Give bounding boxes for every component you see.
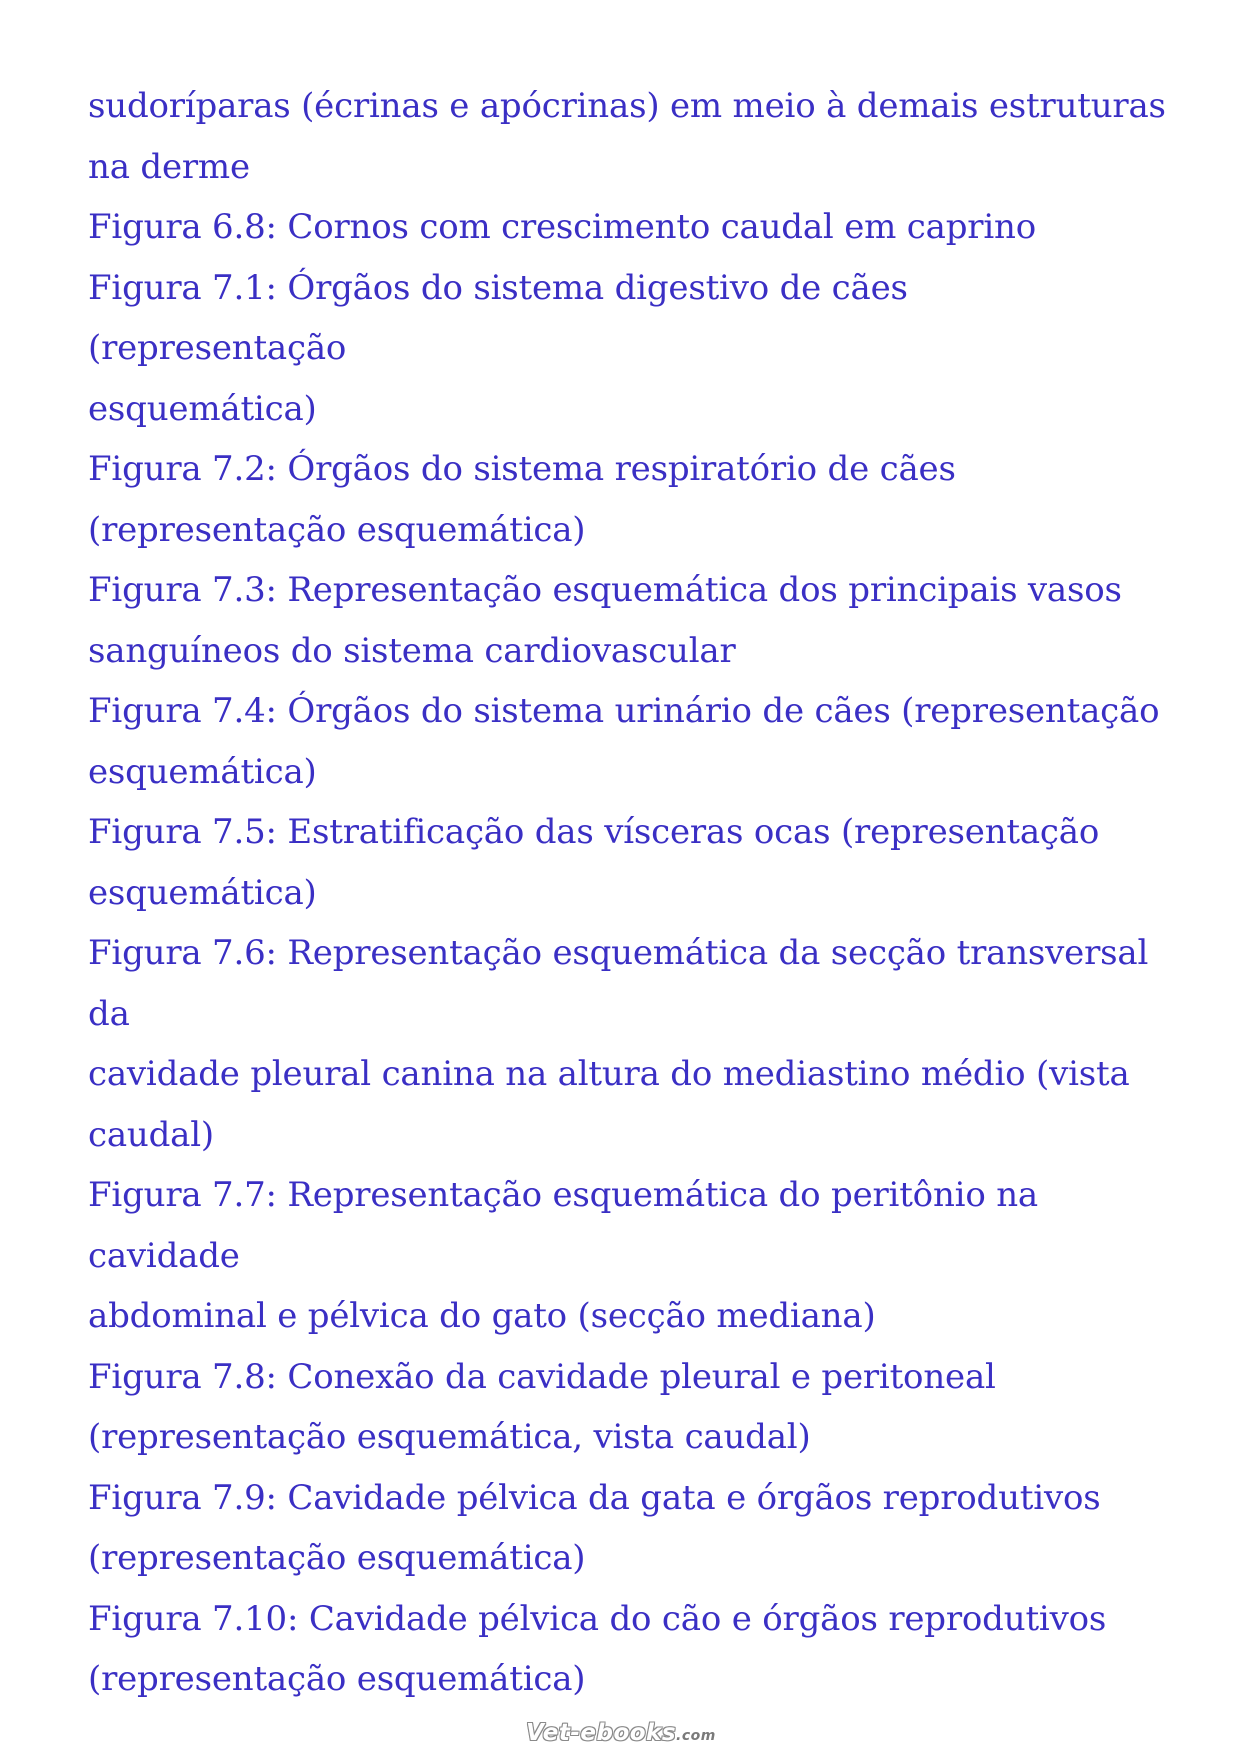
figure-list-line[interactable]: Figura 7.9: Cavidade pélvica da gata e órgãos reprodutivos	[88, 1477, 1101, 1518]
figure-list-line[interactable]: (representação esquemática, vista caudal)	[88, 1417, 811, 1457]
figure-list-line[interactable]: Figura 7.5: Estratificação das vísceras ocas (representação	[88, 812, 1100, 852]
figure-list-line[interactable]: sudoríparas (écrinas e apócrinas) em meio à demais estruturas	[88, 86, 1166, 126]
figure-list-line[interactable]: esquemática)	[88, 388, 317, 429]
figure-list-line[interactable]: (representação esquemática)	[88, 1538, 586, 1578]
figure-list-line[interactable]: esquemática)	[88, 751, 317, 792]
site-logo	[0, 1720, 1242, 1746]
figure-list	[88, 76, 1168, 1710]
figure-list-line[interactable]: (representação esquemática)	[88, 509, 586, 550]
figure-list-line[interactable]: esquemática)	[88, 872, 317, 913]
figure-list-line[interactable]: Figura 7.6: Representação esquemática da secção transversal da	[88, 933, 1149, 1034]
figure-list-line[interactable]: cavidade pleural canina na altura do mediastino médio (vista	[88, 1054, 1130, 1094]
figure-list-line[interactable]: Figura 7.1: Órgãos do sistema digestivo de cães (representação	[88, 267, 908, 368]
figure-list-line[interactable]: Figura 7.8: Conexão da cavidade pleural e peritoneal	[88, 1356, 996, 1397]
figure-list-line[interactable]: na derme	[88, 146, 250, 187]
figure-list-line[interactable]: abdominal e pélvica do gato (secção mediana)	[88, 1296, 876, 1336]
site-logo-suffix: .com	[676, 1728, 716, 1744]
figure-list-line[interactable]: Figura 6.8: Cornos com crescimento caudal em caprino	[88, 207, 1036, 247]
figure-list-line[interactable]: sanguíneos do sistema cardiovascular	[88, 630, 736, 671]
figure-list-line[interactable]: Figura 7.10: Cavidade pélvica do cão e órgãos reprodutivos	[88, 1598, 1107, 1639]
figure-list-line[interactable]: Figura 7.2: Órgãos do sistema respiratório de cães	[88, 449, 956, 489]
figure-list-line[interactable]: (representação esquemática)	[88, 1659, 586, 1699]
figure-list-line[interactable]: Figura 7.4: Órgãos do sistema urinário de cães (representação	[88, 691, 1160, 731]
site-logo-name: Vet-ebooks	[526, 1720, 677, 1746]
figure-list-line[interactable]: Figura 7.7: Representação esquemática do peritônio na cavidade	[88, 1175, 1038, 1276]
figure-list-line[interactable]: Figura 7.3: Representação esquemática dos principais vasos	[88, 570, 1122, 610]
figure-list-line[interactable]: caudal)	[88, 1114, 214, 1155]
